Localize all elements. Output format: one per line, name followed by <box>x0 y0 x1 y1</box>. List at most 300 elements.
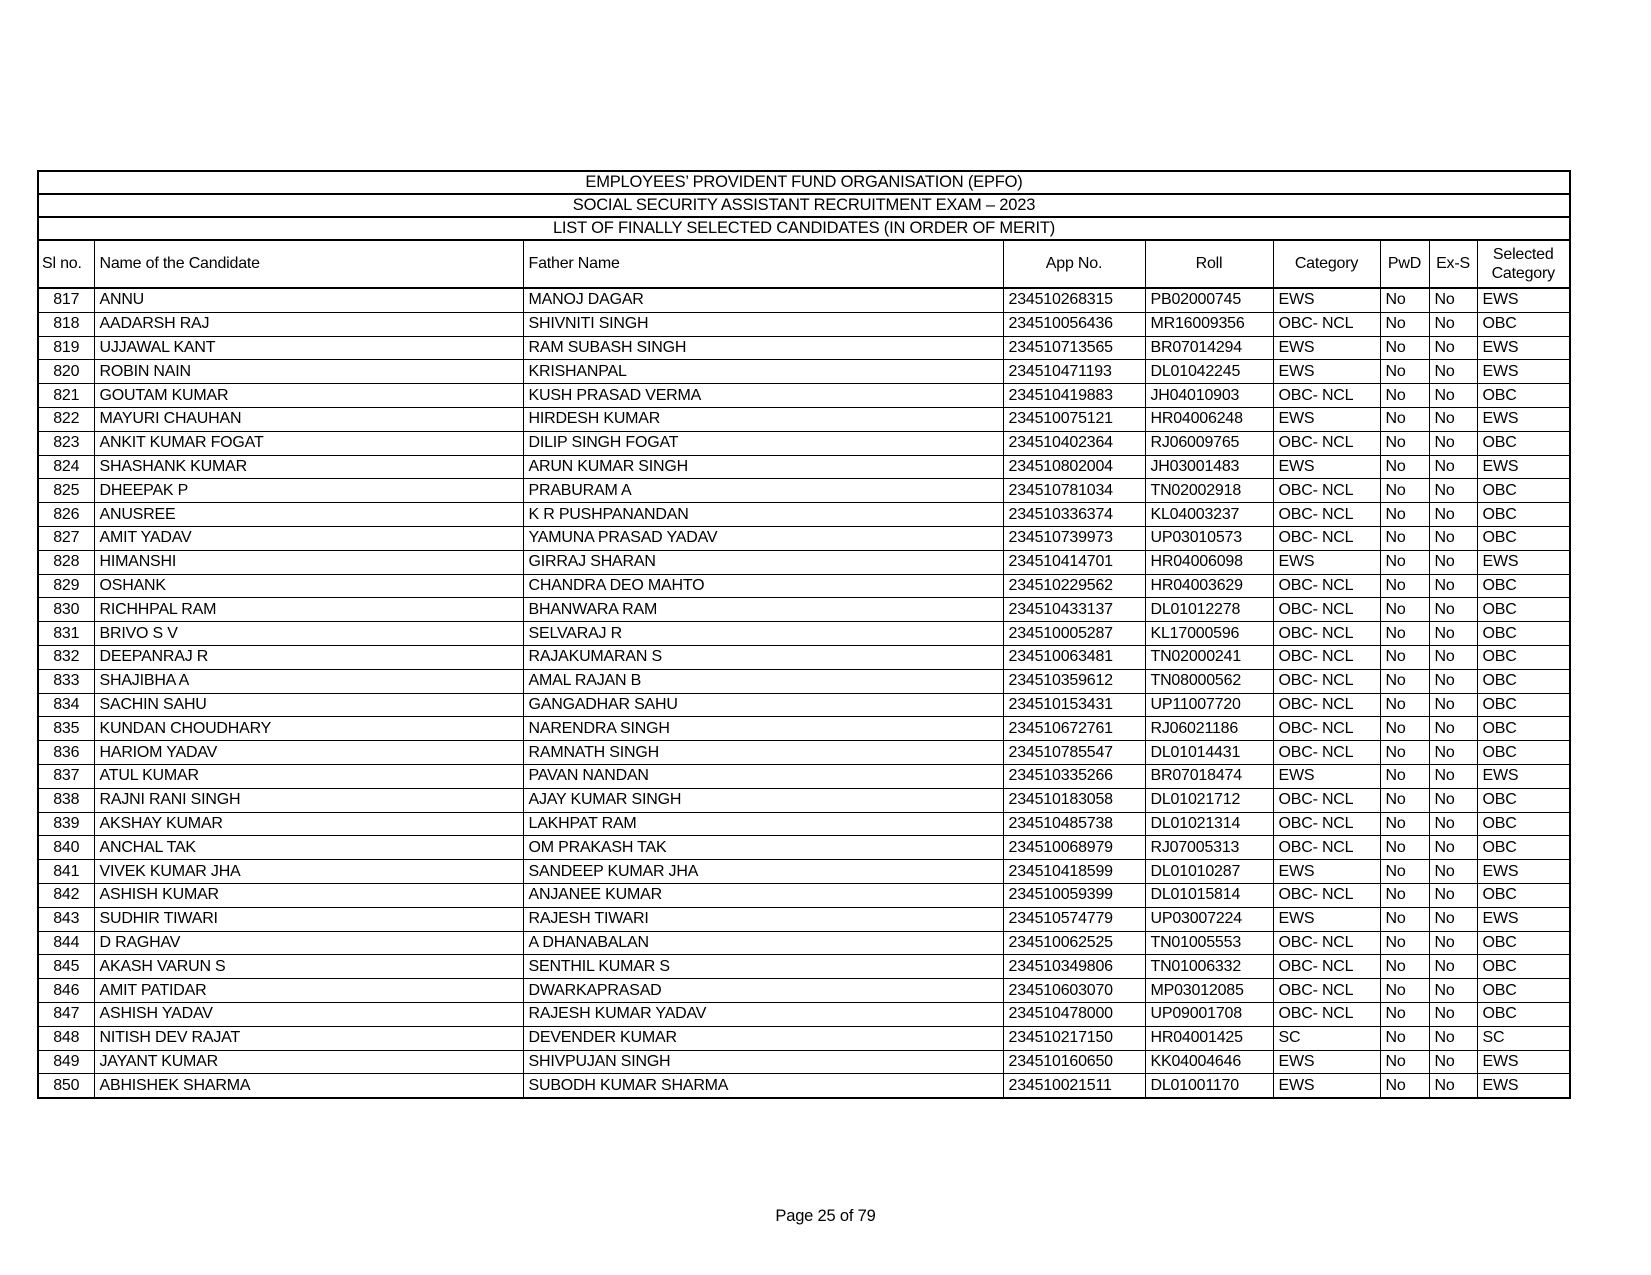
cell-pwd: No <box>1380 1026 1429 1050</box>
cell-father_name: SHIVNITI SINGH <box>523 312 1003 336</box>
cell-selected_category: EWS <box>1477 764 1570 788</box>
cell-ex_s: No <box>1429 955 1477 979</box>
cell-sl_no: 846 <box>38 979 94 1003</box>
table-row <box>38 860 1570 884</box>
cell-father_name: RAM SUBASH SINGH <box>523 336 1003 360</box>
cell-pwd: No <box>1380 788 1429 812</box>
cell-category: OBC- NCL <box>1273 645 1380 669</box>
cell-sl_no: 843 <box>38 907 94 931</box>
cell-father_name: DWARKAPRASAD <box>523 979 1003 1003</box>
cell-sl_no: 819 <box>38 336 94 360</box>
cell-selected_category: EWS <box>1477 288 1570 312</box>
cell-roll: UP09001708 <box>1145 1002 1273 1026</box>
cell-ex_s: No <box>1429 431 1477 455</box>
cell-category: OBC- NCL <box>1273 622 1380 646</box>
cell-pwd: No <box>1380 336 1429 360</box>
cell-father_name: AJAY KUMAR SINGH <box>523 788 1003 812</box>
table-row <box>38 1074 1570 1098</box>
cell-father_name: ARUN KUMAR SINGH <box>523 455 1003 479</box>
table-row <box>38 741 1570 765</box>
cell-name: AMIT YADAV <box>94 526 523 550</box>
cell-selected_category: EWS <box>1477 1074 1570 1098</box>
cell-father_name: NARENDRA SINGH <box>523 717 1003 741</box>
cell-name: SUDHIR TIWARI <box>94 907 523 931</box>
table-row <box>38 883 1570 907</box>
table-row <box>38 360 1570 384</box>
cell-father_name: RAJESH KUMAR YADAV <box>523 1002 1003 1026</box>
cell-category: OBC- NCL <box>1273 717 1380 741</box>
cell-name: NITISH DEV RAJAT <box>94 1026 523 1050</box>
cell-ex_s: No <box>1429 336 1477 360</box>
cell-pwd: No <box>1380 1050 1429 1074</box>
cell-father_name: GIRRAJ SHARAN <box>523 550 1003 574</box>
cell-ex_s: No <box>1429 622 1477 646</box>
cell-name: ANNU <box>94 288 523 312</box>
cell-category: OBC- NCL <box>1273 384 1380 408</box>
cell-selected_category: OBC <box>1477 669 1570 693</box>
cell-selected_category: OBC <box>1477 503 1570 527</box>
cell-name: ATUL KUMAR <box>94 764 523 788</box>
cell-father_name: SHIVPUJAN SINGH <box>523 1050 1003 1074</box>
cell-roll: DL01014431 <box>1145 741 1273 765</box>
table-title-row-2 <box>38 194 1570 217</box>
cell-roll: PB02000745 <box>1145 288 1273 312</box>
cell-roll: JH03001483 <box>1145 455 1273 479</box>
cell-roll: DL01012278 <box>1145 598 1273 622</box>
cell-name: AKSHAY KUMAR <box>94 812 523 836</box>
cell-sl_no: 821 <box>38 384 94 408</box>
cell-father_name: KRISHANPAL <box>523 360 1003 384</box>
cell-ex_s: No <box>1429 1074 1477 1098</box>
cell-pwd: No <box>1380 360 1429 384</box>
cell-roll: JH04010903 <box>1145 384 1273 408</box>
cell-sl_no: 830 <box>38 598 94 622</box>
cell-selected_category: EWS <box>1477 860 1570 884</box>
cell-sl_no: 847 <box>38 1002 94 1026</box>
cell-sl_no: 836 <box>38 741 94 765</box>
cell-sl_no: 837 <box>38 764 94 788</box>
cell-roll: MR16009356 <box>1145 312 1273 336</box>
cell-sl_no: 831 <box>38 622 94 646</box>
cell-app_no: 234510063481 <box>1003 645 1145 669</box>
cell-roll: TN02000241 <box>1145 645 1273 669</box>
cell-ex_s: No <box>1429 479 1477 503</box>
cell-app_no: 234510349806 <box>1003 955 1145 979</box>
table-row <box>38 336 1570 360</box>
cell-name: AKASH VARUN S <box>94 955 523 979</box>
cell-roll: TN01006332 <box>1145 955 1273 979</box>
cell-name: SHASHANK KUMAR <box>94 455 523 479</box>
cell-app_no: 234510781034 <box>1003 479 1145 503</box>
cell-category: OBC- NCL <box>1273 669 1380 693</box>
cell-ex_s: No <box>1429 526 1477 550</box>
cell-ex_s: No <box>1429 598 1477 622</box>
table-row <box>38 931 1570 955</box>
cell-sl_no: 829 <box>38 574 94 598</box>
cell-father_name: SANDEEP KUMAR JHA <box>523 860 1003 884</box>
cell-category: EWS <box>1273 764 1380 788</box>
cell-selected_category: EWS <box>1477 407 1570 431</box>
cell-name: ASHISH YADAV <box>94 1002 523 1026</box>
cell-pwd: No <box>1380 550 1429 574</box>
cell-father_name: PRABURAM A <box>523 479 1003 503</box>
cell-father_name: ANJANEE KUMAR <box>523 883 1003 907</box>
cell-sl_no: 827 <box>38 526 94 550</box>
cell-pwd: No <box>1380 288 1429 312</box>
cell-pwd: No <box>1380 312 1429 336</box>
cell-sl_no: 817 <box>38 288 94 312</box>
cell-category: OBC- NCL <box>1273 741 1380 765</box>
table-row <box>38 693 1570 717</box>
cell-app_no: 234510056436 <box>1003 312 1145 336</box>
cell-name: GOUTAM KUMAR <box>94 384 523 408</box>
cell-sl_no: 850 <box>38 1074 94 1098</box>
cell-selected_category: OBC <box>1477 717 1570 741</box>
cell-app_no: 234510672761 <box>1003 717 1145 741</box>
table-row <box>38 455 1570 479</box>
table-row <box>38 1050 1570 1074</box>
cell-father_name: BHANWARA RAM <box>523 598 1003 622</box>
table-row <box>38 907 1570 931</box>
cell-category: OBC- NCL <box>1273 574 1380 598</box>
cell-roll: HR04001425 <box>1145 1026 1273 1050</box>
table-row <box>38 1002 1570 1026</box>
cell-ex_s: No <box>1429 1050 1477 1074</box>
cell-category: EWS <box>1273 336 1380 360</box>
cell-ex_s: No <box>1429 1026 1477 1050</box>
cell-ex_s: No <box>1429 669 1477 693</box>
cell-app_no: 234510418599 <box>1003 860 1145 884</box>
cell-sl_no: 835 <box>38 717 94 741</box>
table-row <box>38 622 1570 646</box>
cell-pwd: No <box>1380 860 1429 884</box>
cell-sl_no: 834 <box>38 693 94 717</box>
cell-category: EWS <box>1273 455 1380 479</box>
cell-father_name: KUSH PRASAD VERMA <box>523 384 1003 408</box>
cell-father_name: PAVAN NANDAN <box>523 764 1003 788</box>
cell-father_name: AMAL RAJAN B <box>523 669 1003 693</box>
cell-pwd: No <box>1380 526 1429 550</box>
cell-pwd: No <box>1380 622 1429 646</box>
document-sheet <box>37 170 1569 1099</box>
page-number: Page 25 of 79 <box>775 1207 876 1225</box>
cell-sl_no: 840 <box>38 836 94 860</box>
cell-selected_category: OBC <box>1477 812 1570 836</box>
cell-ex_s: No <box>1429 741 1477 765</box>
cell-sl_no: 833 <box>38 669 94 693</box>
cell-roll: HR04003629 <box>1145 574 1273 598</box>
cell-sl_no: 832 <box>38 645 94 669</box>
cell-app_no: 234510335266 <box>1003 764 1145 788</box>
cell-selected_category: OBC <box>1477 979 1570 1003</box>
table-row <box>38 312 1570 336</box>
cell-app_no: 234510478000 <box>1003 1002 1145 1026</box>
table-row <box>38 764 1570 788</box>
cell-sl_no: 839 <box>38 812 94 836</box>
cell-app_no: 234510268315 <box>1003 288 1145 312</box>
cell-name: ASHISH KUMAR <box>94 883 523 907</box>
cell-name: UJJAWAL KANT <box>94 336 523 360</box>
cell-pwd: No <box>1380 407 1429 431</box>
cell-roll: BR07014294 <box>1145 336 1273 360</box>
cell-app_no: 234510713565 <box>1003 336 1145 360</box>
cell-ex_s: No <box>1429 693 1477 717</box>
cell-selected_category: SC <box>1477 1026 1570 1050</box>
cell-sl_no: 842 <box>38 883 94 907</box>
table-body <box>38 288 1570 1098</box>
cell-ex_s: No <box>1429 503 1477 527</box>
cell-selected_category: OBC <box>1477 526 1570 550</box>
cell-app_no: 234510603070 <box>1003 979 1145 1003</box>
cell-category: EWS <box>1273 407 1380 431</box>
cell-name: AADARSH RAJ <box>94 312 523 336</box>
cell-sl_no: 820 <box>38 360 94 384</box>
cell-roll: DL01015814 <box>1145 883 1273 907</box>
cell-ex_s: No <box>1429 645 1477 669</box>
cell-category: OBC- NCL <box>1273 955 1380 979</box>
cell-app_no: 234510160650 <box>1003 1050 1145 1074</box>
cell-sl_no: 845 <box>38 955 94 979</box>
title-exam: SOCIAL SECURITY ASSISTANT RECRUITMENT EXAM – 2023 <box>38 194 1570 217</box>
cell-father_name: YAMUNA PRASAD YADAV <box>523 526 1003 550</box>
cell-roll: TN08000562 <box>1145 669 1273 693</box>
cell-app_no: 234510485738 <box>1003 812 1145 836</box>
col-header-name: Name of the Candidate <box>94 240 523 288</box>
cell-selected_category: OBC <box>1477 384 1570 408</box>
cell-roll: DL01010287 <box>1145 860 1273 884</box>
cell-roll: TN01005553 <box>1145 931 1273 955</box>
cell-roll: UP03007224 <box>1145 907 1273 931</box>
cell-pwd: No <box>1380 1074 1429 1098</box>
cell-name: VIVEK KUMAR JHA <box>94 860 523 884</box>
cell-selected_category: EWS <box>1477 360 1570 384</box>
cell-category: SC <box>1273 1026 1380 1050</box>
cell-pwd: No <box>1380 883 1429 907</box>
cell-sl_no: 826 <box>38 503 94 527</box>
cell-roll: RJ06009765 <box>1145 431 1273 455</box>
cell-name: SACHIN SAHU <box>94 693 523 717</box>
cell-name: DEEPANRAJ R <box>94 645 523 669</box>
cell-name: HIMANSHI <box>94 550 523 574</box>
cell-father_name: SELVARAJ R <box>523 622 1003 646</box>
cell-father_name: LAKHPAT RAM <box>523 812 1003 836</box>
cell-roll: KK04004646 <box>1145 1050 1273 1074</box>
cell-category: EWS <box>1273 1074 1380 1098</box>
cell-sl_no: 818 <box>38 312 94 336</box>
cell-ex_s: No <box>1429 384 1477 408</box>
cell-app_no: 234510062525 <box>1003 931 1145 955</box>
cell-selected_category: OBC <box>1477 431 1570 455</box>
title-organisation: EMPLOYEES’ PROVIDENT FUND ORGANISATION (EPFO) <box>38 171 1570 194</box>
table-row <box>38 979 1570 1003</box>
cell-sl_no: 822 <box>38 407 94 431</box>
table-row <box>38 431 1570 455</box>
cell-selected_category: OBC <box>1477 836 1570 860</box>
cell-pwd: No <box>1380 979 1429 1003</box>
table-row <box>38 503 1570 527</box>
table-row <box>38 645 1570 669</box>
cell-roll: UP11007720 <box>1145 693 1273 717</box>
col-header-roll: Roll <box>1145 240 1273 288</box>
cell-pwd: No <box>1380 764 1429 788</box>
cell-app_no: 234510471193 <box>1003 360 1145 384</box>
cell-name: SHAJIBHA A <box>94 669 523 693</box>
title-list: LIST OF FINALLY SELECTED CANDIDATES (IN ORDER OF MERIT) <box>38 217 1570 240</box>
cell-selected_category: EWS <box>1477 907 1570 931</box>
cell-app_no: 234510068979 <box>1003 836 1145 860</box>
cell-sl_no: 823 <box>38 431 94 455</box>
cell-pwd: No <box>1380 431 1429 455</box>
table-header-row <box>38 240 1570 288</box>
table-title-row-1 <box>38 171 1570 194</box>
cell-name: OSHANK <box>94 574 523 598</box>
cell-category: OBC- NCL <box>1273 693 1380 717</box>
cell-category: OBC- NCL <box>1273 931 1380 955</box>
cell-ex_s: No <box>1429 979 1477 1003</box>
cell-ex_s: No <box>1429 812 1477 836</box>
cell-category: EWS <box>1273 907 1380 931</box>
cell-app_no: 234510336374 <box>1003 503 1145 527</box>
cell-ex_s: No <box>1429 836 1477 860</box>
cell-name: KUNDAN CHOUDHARY <box>94 717 523 741</box>
cell-category: EWS <box>1273 860 1380 884</box>
cell-father_name: MANOJ DAGAR <box>523 288 1003 312</box>
table-row <box>38 574 1570 598</box>
cell-roll: DL01042245 <box>1145 360 1273 384</box>
cell-category: OBC- NCL <box>1273 1002 1380 1026</box>
cell-name: RAJNI RANI SINGH <box>94 788 523 812</box>
cell-selected_category: OBC <box>1477 1002 1570 1026</box>
cell-category: EWS <box>1273 288 1380 312</box>
table-row <box>38 717 1570 741</box>
table-row <box>38 955 1570 979</box>
cell-pwd: No <box>1380 598 1429 622</box>
cell-name: ROBIN NAIN <box>94 360 523 384</box>
cell-roll: BR07018474 <box>1145 764 1273 788</box>
cell-selected_category: OBC <box>1477 645 1570 669</box>
cell-ex_s: No <box>1429 883 1477 907</box>
cell-roll: RJ06021186 <box>1145 717 1273 741</box>
cell-pwd: No <box>1380 693 1429 717</box>
cell-sl_no: 841 <box>38 860 94 884</box>
cell-name: BRIVO S V <box>94 622 523 646</box>
cell-app_no: 234510785547 <box>1003 741 1145 765</box>
cell-category: OBC- NCL <box>1273 883 1380 907</box>
cell-father_name: DILIP SINGH FOGAT <box>523 431 1003 455</box>
cell-father_name: DEVENDER KUMAR <box>523 1026 1003 1050</box>
cell-roll: DL01021314 <box>1145 812 1273 836</box>
table-row <box>38 384 1570 408</box>
cell-name: ANUSREE <box>94 503 523 527</box>
cell-app_no: 234510183058 <box>1003 788 1145 812</box>
cell-category: OBC- NCL <box>1273 598 1380 622</box>
cell-sl_no: 838 <box>38 788 94 812</box>
cell-father_name: A DHANABALAN <box>523 931 1003 955</box>
cell-roll: KL04003237 <box>1145 503 1273 527</box>
col-header-pwd: PwD <box>1380 240 1429 288</box>
table-row <box>38 812 1570 836</box>
cell-app_no: 234510153431 <box>1003 693 1145 717</box>
cell-name: D RAGHAV <box>94 931 523 955</box>
col-header-father-name: Father Name <box>523 240 1003 288</box>
cell-ex_s: No <box>1429 717 1477 741</box>
cell-roll: HR04006098 <box>1145 550 1273 574</box>
cell-category: OBC- NCL <box>1273 836 1380 860</box>
cell-category: OBC- NCL <box>1273 526 1380 550</box>
cell-roll: HR04006248 <box>1145 407 1273 431</box>
cell-selected_category: EWS <box>1477 455 1570 479</box>
cell-selected_category: OBC <box>1477 693 1570 717</box>
cell-name: DHEEPAK P <box>94 479 523 503</box>
cell-ex_s: No <box>1429 574 1477 598</box>
cell-ex_s: No <box>1429 764 1477 788</box>
cell-sl_no: 849 <box>38 1050 94 1074</box>
cell-ex_s: No <box>1429 1002 1477 1026</box>
cell-app_no: 234510021511 <box>1003 1074 1145 1098</box>
cell-app_no: 234510229562 <box>1003 574 1145 598</box>
cell-roll: UP03010573 <box>1145 526 1273 550</box>
cell-ex_s: No <box>1429 407 1477 431</box>
cell-selected_category: EWS <box>1477 336 1570 360</box>
cell-father_name: OM PRAKASH TAK <box>523 836 1003 860</box>
cell-pwd: No <box>1380 503 1429 527</box>
cell-name: HARIOM YADAV <box>94 741 523 765</box>
cell-ex_s: No <box>1429 550 1477 574</box>
cell-app_no: 234510433137 <box>1003 598 1145 622</box>
cell-name: JAYANT KUMAR <box>94 1050 523 1074</box>
cell-category: OBC- NCL <box>1273 979 1380 1003</box>
cell-category: EWS <box>1273 550 1380 574</box>
cell-selected_category: OBC <box>1477 931 1570 955</box>
cell-sl_no: 824 <box>38 455 94 479</box>
cell-selected_category: OBC <box>1477 598 1570 622</box>
cell-pwd: No <box>1380 717 1429 741</box>
cell-father_name: RAJAKUMARAN S <box>523 645 1003 669</box>
table-row <box>38 1026 1570 1050</box>
cell-pwd: No <box>1380 931 1429 955</box>
cell-ex_s: No <box>1429 455 1477 479</box>
cell-app_no: 234510217150 <box>1003 1026 1145 1050</box>
cell-selected_category: OBC <box>1477 955 1570 979</box>
cell-selected_category: OBC <box>1477 883 1570 907</box>
cell-name: ANCHAL TAK <box>94 836 523 860</box>
cell-pwd: No <box>1380 955 1429 979</box>
cell-selected_category: OBC <box>1477 622 1570 646</box>
cell-category: EWS <box>1273 1050 1380 1074</box>
cell-roll: RJ07005313 <box>1145 836 1273 860</box>
table-row <box>38 288 1570 312</box>
cell-name: MAYURI CHAUHAN <box>94 407 523 431</box>
table-title-row-3 <box>38 217 1570 240</box>
cell-ex_s: No <box>1429 931 1477 955</box>
cell-pwd: No <box>1380 812 1429 836</box>
table-row <box>38 550 1570 574</box>
cell-sl_no: 844 <box>38 931 94 955</box>
cell-name: ABHISHEK SHARMA <box>94 1074 523 1098</box>
cell-ex_s: No <box>1429 288 1477 312</box>
cell-category: OBC- NCL <box>1273 479 1380 503</box>
cell-category: OBC- NCL <box>1273 788 1380 812</box>
cell-ex_s: No <box>1429 312 1477 336</box>
cell-selected_category: OBC <box>1477 788 1570 812</box>
table-row <box>38 669 1570 693</box>
cell-father_name: GANGADHAR SAHU <box>523 693 1003 717</box>
cell-name: RICHHPAL RAM <box>94 598 523 622</box>
cell-pwd: No <box>1380 384 1429 408</box>
cell-pwd: No <box>1380 669 1429 693</box>
cell-ex_s: No <box>1429 360 1477 384</box>
cell-pwd: No <box>1380 455 1429 479</box>
